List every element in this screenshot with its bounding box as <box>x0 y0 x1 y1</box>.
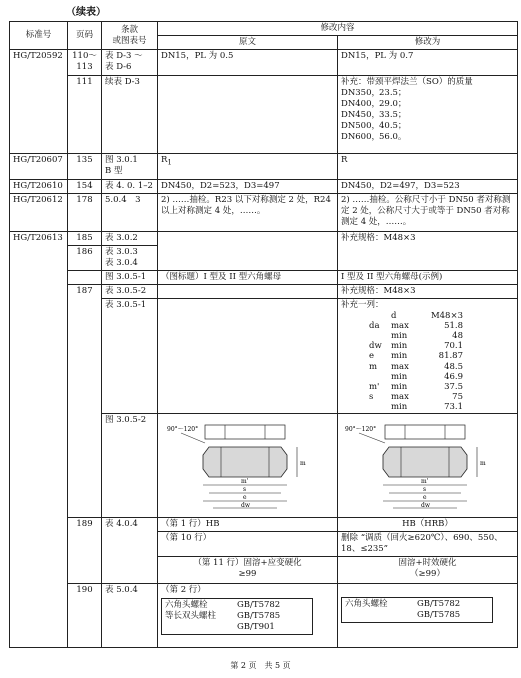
table-row <box>10 180 518 194</box>
bolt-standard-table-original <box>161 598 313 635</box>
modified-cell: 补充规格：M48×3 <box>338 232 518 271</box>
original-title: （第 2 行） <box>161 584 206 595</box>
modified-cell: 固溶+时效硬化 （≥99） <box>338 556 518 583</box>
spec-symbol <box>369 372 391 382</box>
angle-leader-line <box>181 433 205 443</box>
clause-cell: 表 4. 0. 1–2 <box>102 180 158 194</box>
table-row <box>10 285 518 299</box>
spec-symbol: da <box>369 321 380 332</box>
dimension-label-m1: m' <box>421 477 429 485</box>
spec-limit: min <box>391 351 408 362</box>
page-footer: 第 2 页 共 5 页 <box>230 661 291 670</box>
list-item-key: DN450， <box>341 110 380 121</box>
list-item-value: 23.5； <box>379 88 407 99</box>
clause-cell: 表 5.0.4 <box>102 583 158 647</box>
original-cell <box>158 299 338 413</box>
nut-section-body <box>383 447 467 477</box>
original-cell: DN15，PL 为 0.5 <box>158 50 338 76</box>
fastener-standards: GB/T5782 GB/T5785 <box>417 598 461 620</box>
clause-cell: 图 3.0.5-2 <box>102 413 158 517</box>
modified-title: 补充一列： <box>341 300 384 311</box>
page-cell: 186 <box>68 246 102 271</box>
std-no-cell: HG/T20612 <box>10 194 68 232</box>
table-row <box>10 194 518 232</box>
page-cell: 190 <box>68 583 102 647</box>
dimension-label-s: s <box>243 485 247 493</box>
spec-value: 70.1 <box>444 341 463 352</box>
modified-cell: 删除 “调质（回火≥620℃）、690、550、18、≤235” <box>338 531 518 556</box>
table-row <box>10 50 518 76</box>
modified-cell: I 型及 II 型六角螺母(示例) <box>338 271 518 285</box>
spec-limit: min <box>391 381 408 392</box>
table-row <box>10 583 518 647</box>
nut-top-face <box>385 425 465 439</box>
flange-mass-list <box>341 88 514 143</box>
fastener-names: 六角头螺栓 <box>345 598 388 609</box>
dimension-label-s: s <box>423 485 427 493</box>
spec-value: 46.9 <box>444 371 463 382</box>
list-item-key: DN350， <box>341 88 380 99</box>
page-cell: 154 <box>68 180 102 194</box>
dimension-label-m: m <box>300 459 306 467</box>
page-cell: 110～113 <box>68 50 102 76</box>
clause-cell: 表 4.0.4 <box>102 517 158 583</box>
modified-title: 补充：带颈平焊法兰（SO）的质量 <box>341 77 473 88</box>
spec-symbol: dw <box>369 341 382 352</box>
col-header-std-no: 标准号 <box>10 22 68 50</box>
spec-symbol: s <box>369 391 374 402</box>
original-cell <box>158 285 338 299</box>
spec-value: 51.8 <box>444 321 463 332</box>
table-row <box>10 154 518 180</box>
page-cell: 185 <box>68 232 102 246</box>
spec-value: 48 <box>452 331 463 342</box>
dimension-label-dw: dw <box>421 501 430 509</box>
chamfer-angle-label: 90°～120° <box>345 425 377 433</box>
std-no-cell: HG/T20592 <box>10 50 68 154</box>
spec-value: M48×3 <box>430 311 463 322</box>
original-cell <box>158 76 338 154</box>
bolt-standard-table-modified <box>341 597 493 623</box>
spec-value: 48.5 <box>444 361 463 372</box>
revision-table <box>9 21 518 648</box>
clause-cell: 5.0.4 3 <box>102 194 158 232</box>
list-item-value: 29.0； <box>379 99 407 110</box>
original-cell: （第 10 行） <box>158 531 338 556</box>
std-no-cell: HG/T20610 <box>10 180 68 194</box>
original-cell <box>158 154 338 180</box>
modified-cell: DN15，PL 为 0.7 <box>338 50 518 76</box>
spec-limit: min <box>391 341 408 352</box>
chamfer-angle-label: 90°～120° <box>167 425 199 433</box>
modified-cell <box>338 299 518 413</box>
col-header-original: 原文 <box>158 36 338 50</box>
spec-limit: max <box>391 321 409 332</box>
modified-cell: HB（HRB） <box>338 517 518 531</box>
col-header-clause: 条款 或图表号 <box>102 22 158 50</box>
original-cell <box>158 413 338 517</box>
spec-limit: max <box>391 361 409 372</box>
col-header-content: 修改内容 <box>158 22 518 36</box>
spec-value: 75 <box>452 391 463 402</box>
list-item-value: 40.5； <box>379 121 407 132</box>
hex-nut-drawing-original <box>161 415 333 511</box>
spec-limit: min <box>391 401 408 412</box>
nut-section-body <box>203 447 287 477</box>
original-cell: （第 11 行）固溶+应变硬化 ≥99 <box>158 556 338 583</box>
clause-cell: 图 3.0.5-1 <box>102 271 158 285</box>
spec-limit: max <box>391 391 409 402</box>
list-item-key: DN500， <box>341 121 380 132</box>
list-item-key: DN400， <box>341 99 380 110</box>
original-cell: （图标题）I 型及 II 型六角螺母 <box>158 271 338 285</box>
std-no-cell: HG/T20607 <box>10 154 68 180</box>
dimension-label-m: m <box>480 459 486 467</box>
page-cell: 187 <box>68 285 102 517</box>
page-cell: 135 <box>68 154 102 180</box>
fastener-standards: GB/T5782 GB/T5785 GB/T901 <box>237 599 281 632</box>
spec-limit: min <box>391 331 408 342</box>
dimension-label-dw: dw <box>241 501 250 509</box>
spec-limit: d <box>391 311 397 322</box>
dimension-label-e: e <box>243 493 247 501</box>
table-row <box>10 76 518 154</box>
list-item-value: 33.5； <box>379 110 407 121</box>
spec-symbol: m <box>369 361 378 372</box>
table-row <box>10 517 518 531</box>
clause-cell: 图 3.0.1 B 型 <box>102 154 158 180</box>
spec-symbol: m' <box>369 381 380 392</box>
std-no-cell: HG/T20613 <box>10 232 68 648</box>
spec-symbol: e <box>369 351 375 362</box>
col-header-modified: 修改为 <box>338 36 518 50</box>
modified-cell <box>338 76 518 154</box>
spec-value: 81.87 <box>438 351 463 362</box>
nut-top-face <box>205 425 285 439</box>
spec-symbol <box>369 311 391 321</box>
spec-symbol <box>369 331 391 341</box>
angle-leader-line <box>359 433 385 443</box>
original-cell: 2) ……抽检。R23 以下对称测定 2 处，R24 以上对称测定 4 处，……。 <box>158 194 338 232</box>
page-cell: 189 <box>68 517 102 583</box>
spec-value: 73.1 <box>444 401 463 412</box>
nut-spec-list <box>341 311 514 411</box>
spec-limit: min <box>391 371 408 382</box>
fastener-names: 六角头螺栓 等长双头螺柱 <box>165 599 217 621</box>
original-cell <box>158 583 338 647</box>
table-row <box>10 271 518 285</box>
page-cell: 111 <box>68 76 102 154</box>
original-subscript: 1 <box>167 157 172 167</box>
dimension-label-m1: m' <box>241 477 249 485</box>
modified-cell: 2) ……抽检。公称尺寸小于 DN50 者对称测定 2 处，公称尺寸大于或等于 DN50 者对称测定 4 处，……。 <box>338 194 518 232</box>
page-cell: 178 <box>68 194 102 232</box>
modified-cell: 补充规格：M48×3 <box>338 285 518 299</box>
original-cell <box>158 232 338 271</box>
dimension-label-e: e <box>423 493 427 501</box>
original-cell: （第 1 行）HB <box>158 517 338 531</box>
list-item-value: 56.0。 <box>379 132 407 143</box>
modified-cell <box>338 583 518 647</box>
original-cell: DN450，D2=523，D3=497 <box>158 180 338 194</box>
clause-cell: 表 3.0.5-2 <box>102 285 158 299</box>
modified-cell <box>338 413 518 517</box>
spec-value: 37.5 <box>444 381 463 392</box>
clause-cell: 表 D-3 ～ 表 D-6 <box>102 50 158 76</box>
col-header-page: 页码 <box>68 22 102 50</box>
clause-cell: 表 3.0.2 <box>102 232 158 246</box>
clause-cell: 表 3.0.5-1 <box>102 299 158 413</box>
continued-label: （续表） <box>66 7 106 18</box>
clause-cell: 表 3.0.3 表 3.0.4 <box>102 246 158 271</box>
page-cell <box>68 271 102 285</box>
hex-nut-drawing-modified <box>341 415 513 511</box>
list-item-key: DN600， <box>341 132 380 143</box>
original-symbol: R <box>161 155 168 166</box>
clause-cell: 续表 D-3 <box>102 76 158 154</box>
modified-cell: DN450，D2=497，D3=523 <box>338 180 518 194</box>
spec-symbol <box>369 402 391 412</box>
table-row <box>10 232 518 246</box>
modified-cell: R <box>338 154 518 180</box>
